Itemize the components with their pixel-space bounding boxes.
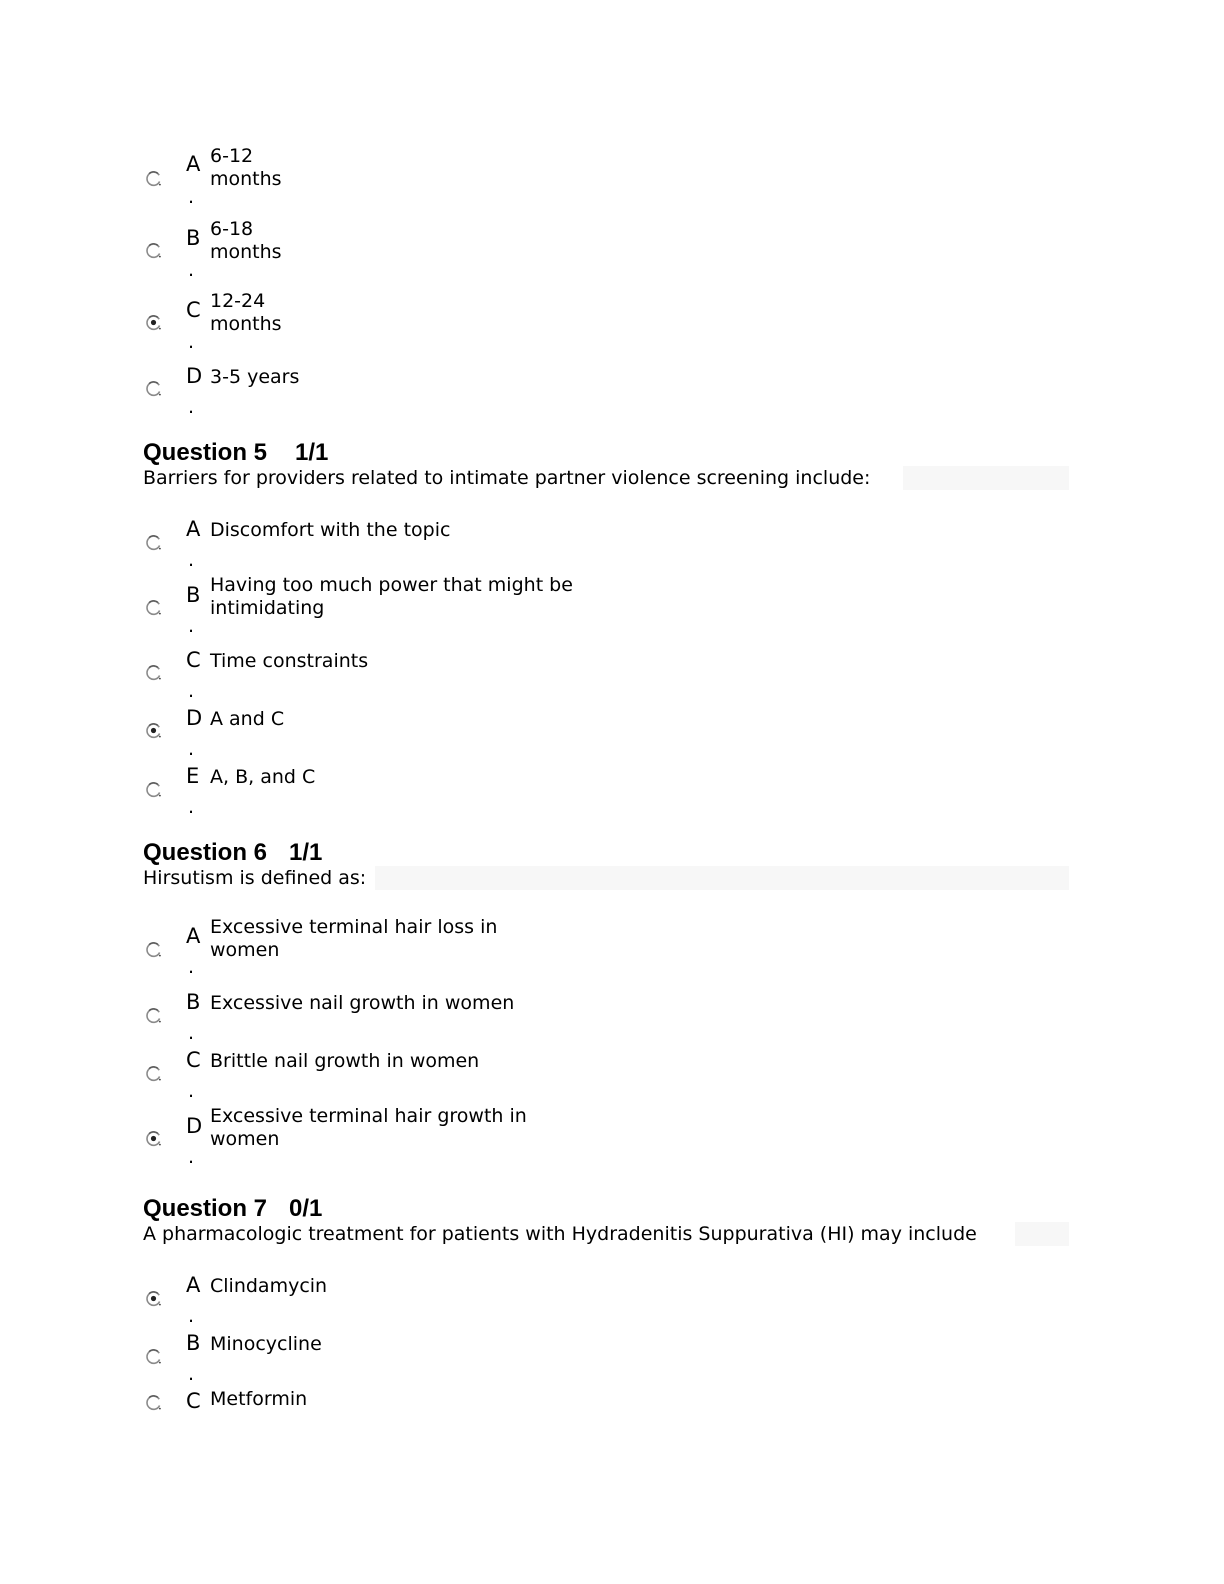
question-number: Question 5 [143,439,268,466]
option-dot: . [188,738,195,760]
prompt-highlight [903,466,1069,490]
option-letter: B [186,1331,201,1355]
question-score: 0/1 [289,1195,323,1222]
option-letter: B [186,990,201,1014]
q6-option-b[interactable] [143,992,843,1052]
question-prompt [143,1222,1069,1246]
option-text: Minocycline [210,1333,322,1355]
option-text: Excessive nail growth in women [210,992,515,1014]
q6-option-c[interactable] [143,1050,843,1110]
option-text: 6-12 months [210,145,282,190]
radio-button[interactable] [145,941,162,958]
radio-button[interactable] [145,1394,162,1411]
option-text: 3-5 years [210,366,300,388]
q4-option-c[interactable] [143,290,843,353]
option-text: Brittle nail growth in women [210,1050,480,1072]
radio-button[interactable] [145,722,162,739]
q7-option-b[interactable] [143,1333,843,1393]
option-dot: . [188,186,195,208]
option-text: Time constraints [210,650,369,672]
question-text: Barriers for providers related to intimate partner violence screening include: [143,467,871,489]
radio-button[interactable] [145,170,162,187]
option-letter: A [186,924,201,948]
option-letter: D [186,364,203,388]
option-letter: E [186,764,200,788]
radio-button[interactable] [145,599,162,616]
question-text: Hirsutism is defined as: [143,867,367,889]
option-dot: . [188,796,195,818]
option-dot: . [188,956,195,978]
q5-option-e[interactable] [143,766,843,826]
option-text: 12-24 months [210,290,282,335]
option-text: Discomfort with the topic [210,519,451,541]
question-header [143,439,328,467]
q7-option-a[interactable] [143,1275,843,1335]
question-number: Question 7 [143,1195,268,1222]
prompt-highlight [375,866,1069,890]
radio-button[interactable] [145,242,162,259]
q4-option-d[interactable] [143,366,843,426]
option-dot: . [188,1305,195,1327]
option-dot: . [188,680,195,702]
radio-button[interactable] [145,1348,162,1365]
option-letter: B [186,583,201,607]
option-text: Excessive terminal hair loss in women [210,916,498,961]
q4-option-b[interactable] [143,218,843,281]
q7-option-c[interactable] [143,1388,843,1448]
q6-option-a[interactable] [143,916,843,976]
option-dot: . [188,1080,195,1102]
option-text: A and C [210,708,285,730]
option-letter: C [186,298,201,322]
option-letter: C [186,648,201,672]
q5-option-b[interactable] [143,574,843,637]
question-number: Question 6 [143,839,268,866]
option-dot: . [188,1146,195,1168]
prompt-highlight [1015,1222,1069,1246]
option-dot: . [188,396,195,418]
question-score: 1/1 [289,839,323,866]
option-dot: . [188,615,195,637]
option-dot: . [188,549,195,571]
option-dot: . [188,1022,195,1044]
radio-button[interactable] [145,1130,162,1147]
radio-button[interactable] [145,1007,162,1024]
option-text: Having too much power that might be intimidating [210,574,573,619]
option-dot: . [188,1363,195,1385]
question-header [143,839,322,867]
option-letter: A [186,152,201,176]
option-letter: A [186,517,201,541]
question-prompt [143,866,1069,890]
option-letter: C [186,1048,201,1072]
radio-button[interactable] [145,664,162,681]
option-dot: . [188,331,195,353]
question-score: 1/1 [295,439,329,466]
q5-option-a[interactable] [143,519,843,579]
radio-button[interactable] [145,1290,162,1307]
option-text: 6-18 months [210,218,282,263]
option-text: Metformin [210,1388,308,1410]
option-letter: D [186,1114,203,1138]
option-dot: . [188,259,195,281]
q5-option-c[interactable] [143,650,843,710]
radio-button[interactable] [145,314,162,331]
question-header [143,1195,322,1223]
option-letter: C [186,1389,201,1413]
question-prompt [143,466,1069,490]
option-text: Clindamycin [210,1275,328,1297]
radio-button[interactable] [145,380,162,397]
radio-button[interactable] [145,534,162,551]
radio-button[interactable] [145,781,162,798]
q4-option-a[interactable] [143,145,843,208]
option-letter: D [186,706,203,730]
option-letter: A [186,1273,201,1297]
option-letter: B [186,226,201,250]
option-text: Excessive terminal hair growth in women [210,1105,527,1150]
q5-option-d[interactable] [143,708,843,768]
question-text: A pharmacologic treatment for patients with Hydradenitis Suppurativa (HI) may include [143,1223,977,1245]
q6-option-d[interactable] [143,1105,843,1168]
radio-button[interactable] [145,1065,162,1082]
option-text: A, B, and C [210,766,316,788]
